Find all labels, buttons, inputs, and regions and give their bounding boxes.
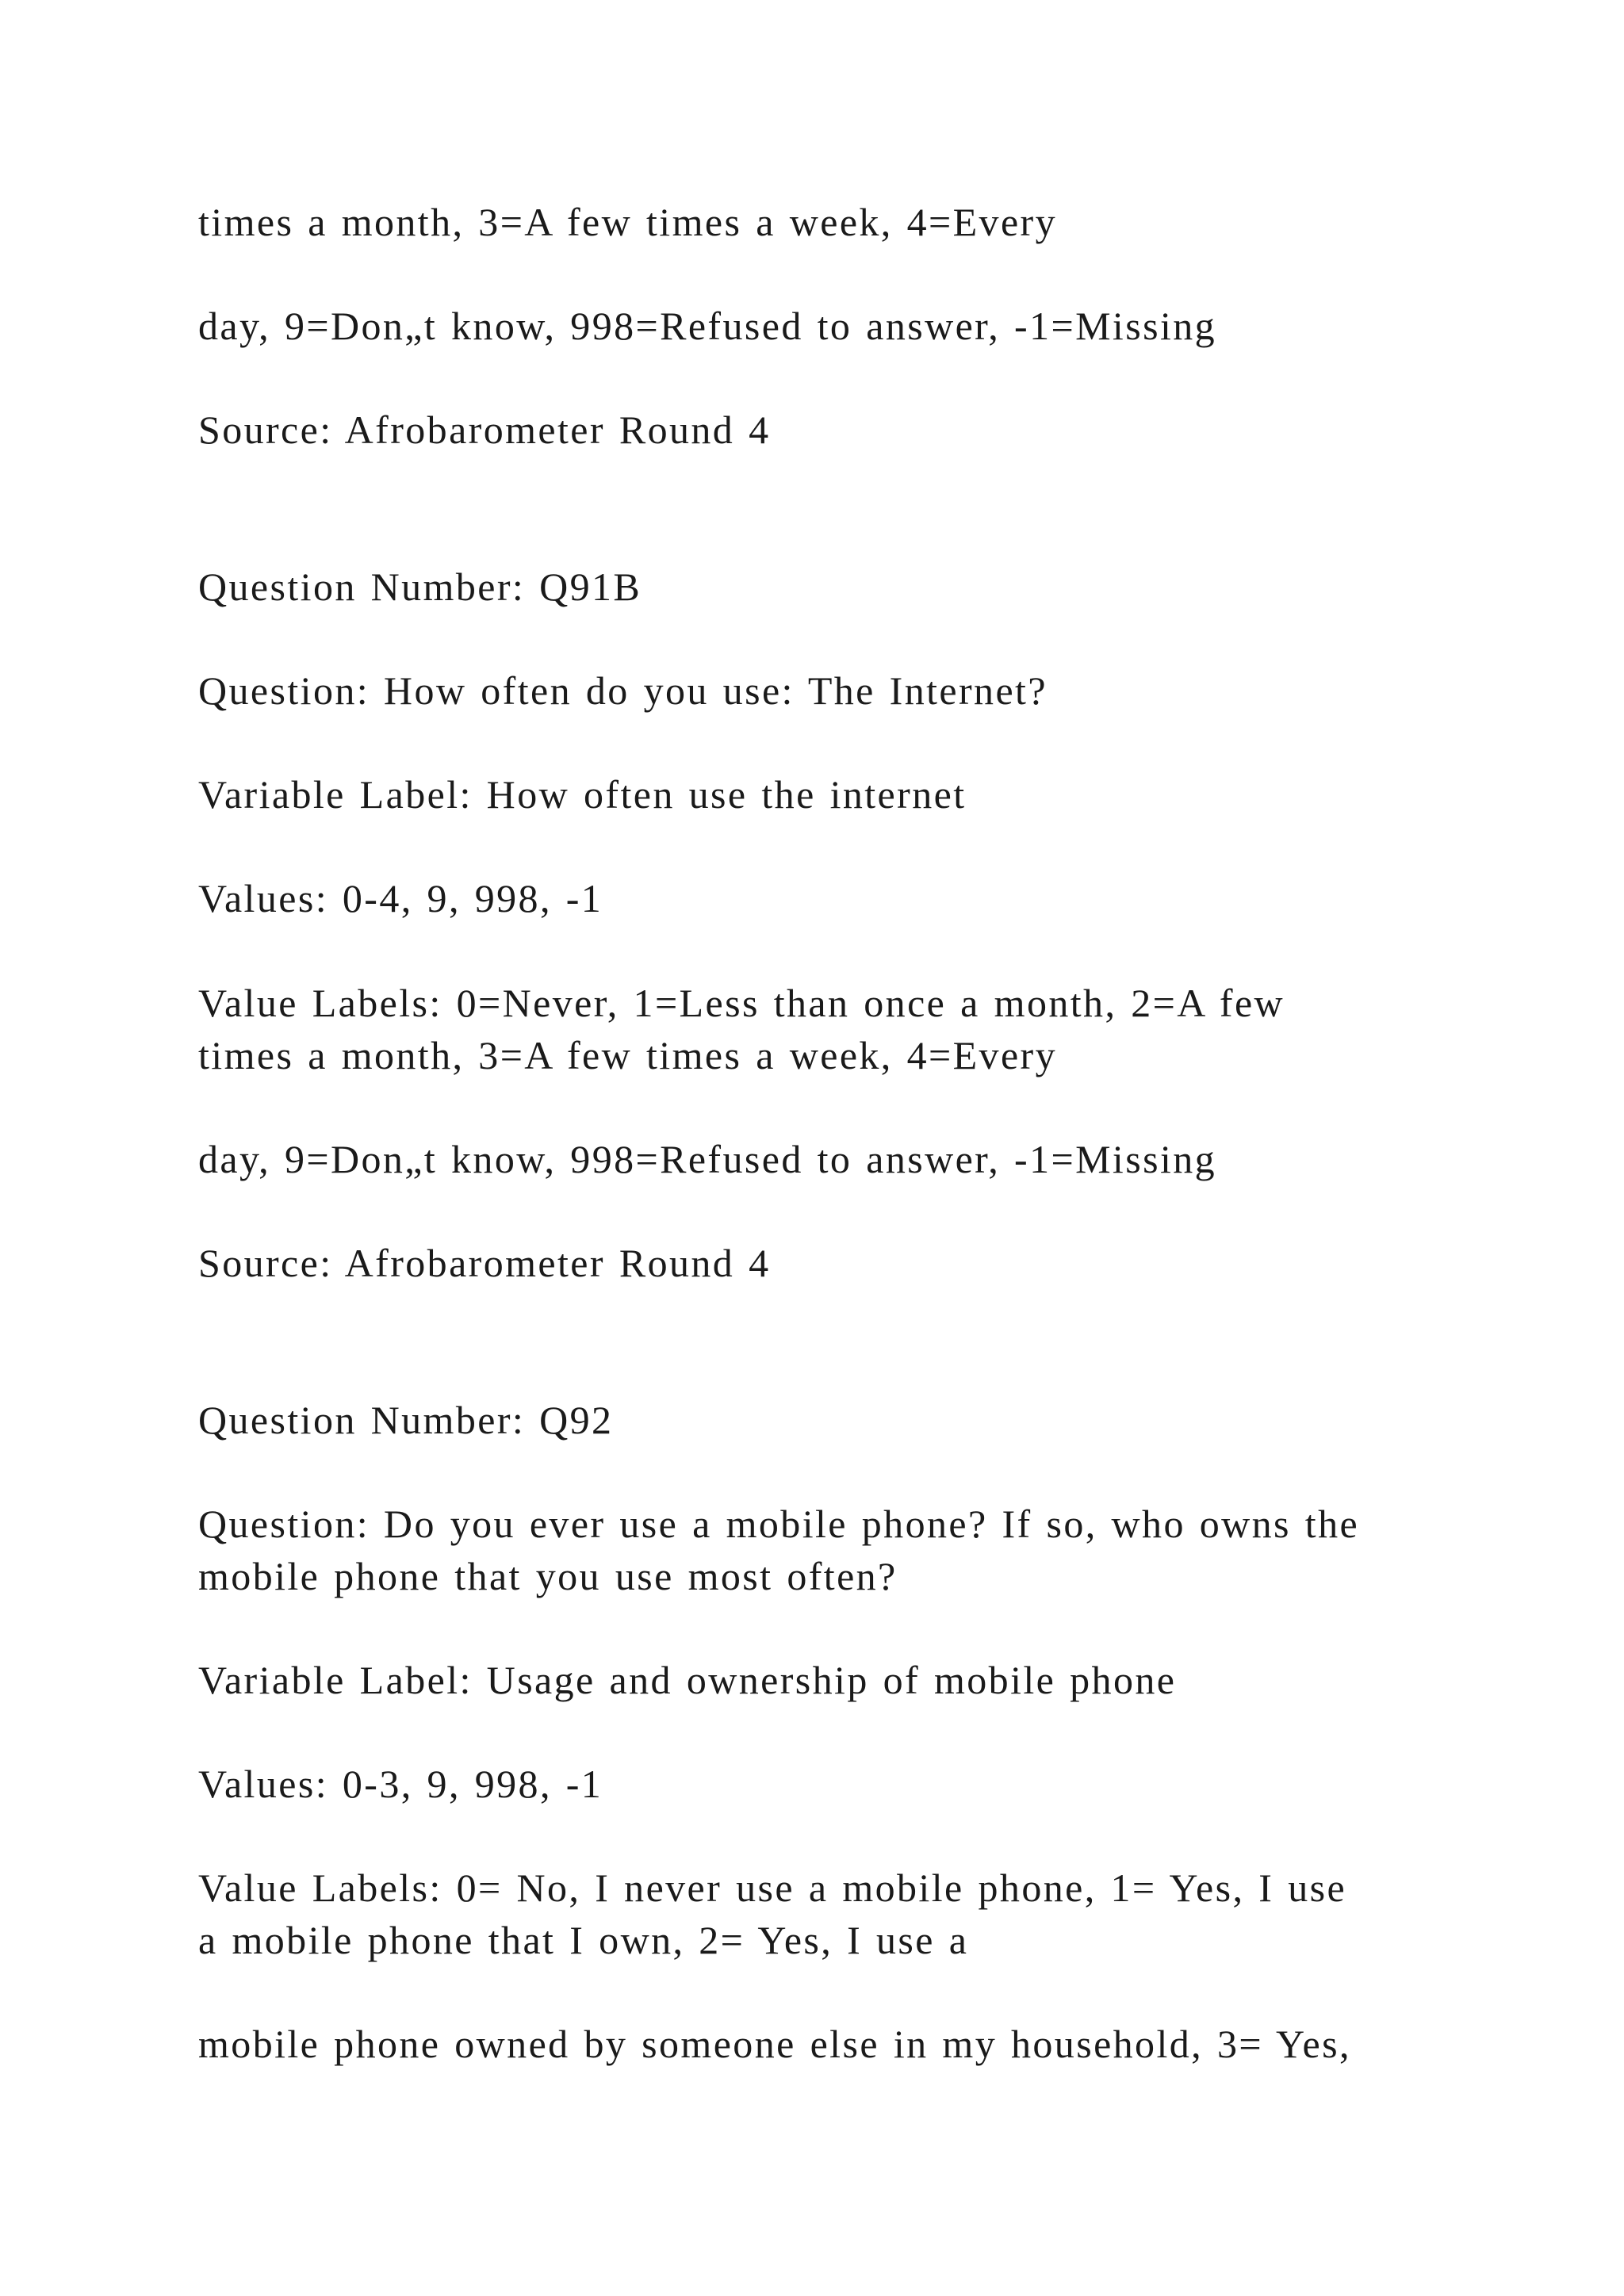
- variable-label: Variable Label: Usage and ownership of mobile phone: [198, 1658, 1177, 1702]
- question-text: Question: How often do you use: The Internet?: [198, 668, 1048, 713]
- question-number: Question Number: Q92: [198, 1398, 614, 1442]
- source: Source: Afrobarometer Round 4: [198, 1241, 771, 1285]
- values: Values: 0-4, 9, 998, -1: [198, 876, 603, 920]
- value-labels: Value Labels: 0= No, I never use a mobile phone, 1= Yes, I use: [198, 1866, 1347, 1910]
- values: Values: 0-3, 9, 998, -1: [198, 1762, 603, 1806]
- text-line: times a month, 3=A few times a week, 4=Every: [198, 1033, 1057, 1077]
- text-line: day, 9=Don„t know, 998=Refused to answer, -1=Missing: [198, 304, 1217, 348]
- text-line: day, 9=Don„t know, 998=Refused to answer, -1=Missing: [198, 1137, 1217, 1181]
- variable-label: Variable Label: How often use the internet: [198, 772, 967, 817]
- text-line: Source: Afrobarometer Round 4: [198, 408, 771, 452]
- text-line: mobile phone that you use most often?: [198, 1554, 898, 1598]
- question-number: Question Number: Q91B: [198, 564, 642, 609]
- text-line: mobile phone owned by someone else in my household, 3= Yes,: [198, 2022, 1351, 2066]
- text-line: times a month, 3=A few times a week, 4=Every: [198, 200, 1057, 244]
- question-text: Question: Do you ever use a mobile phone? If so, who owns the: [198, 1502, 1360, 1546]
- text-line: a mobile phone that I own, 2= Yes, I use a: [198, 1918, 969, 1962]
- value-labels: Value Labels: 0=Never, 1=Less than once a month, 2=A few: [198, 981, 1285, 1025]
